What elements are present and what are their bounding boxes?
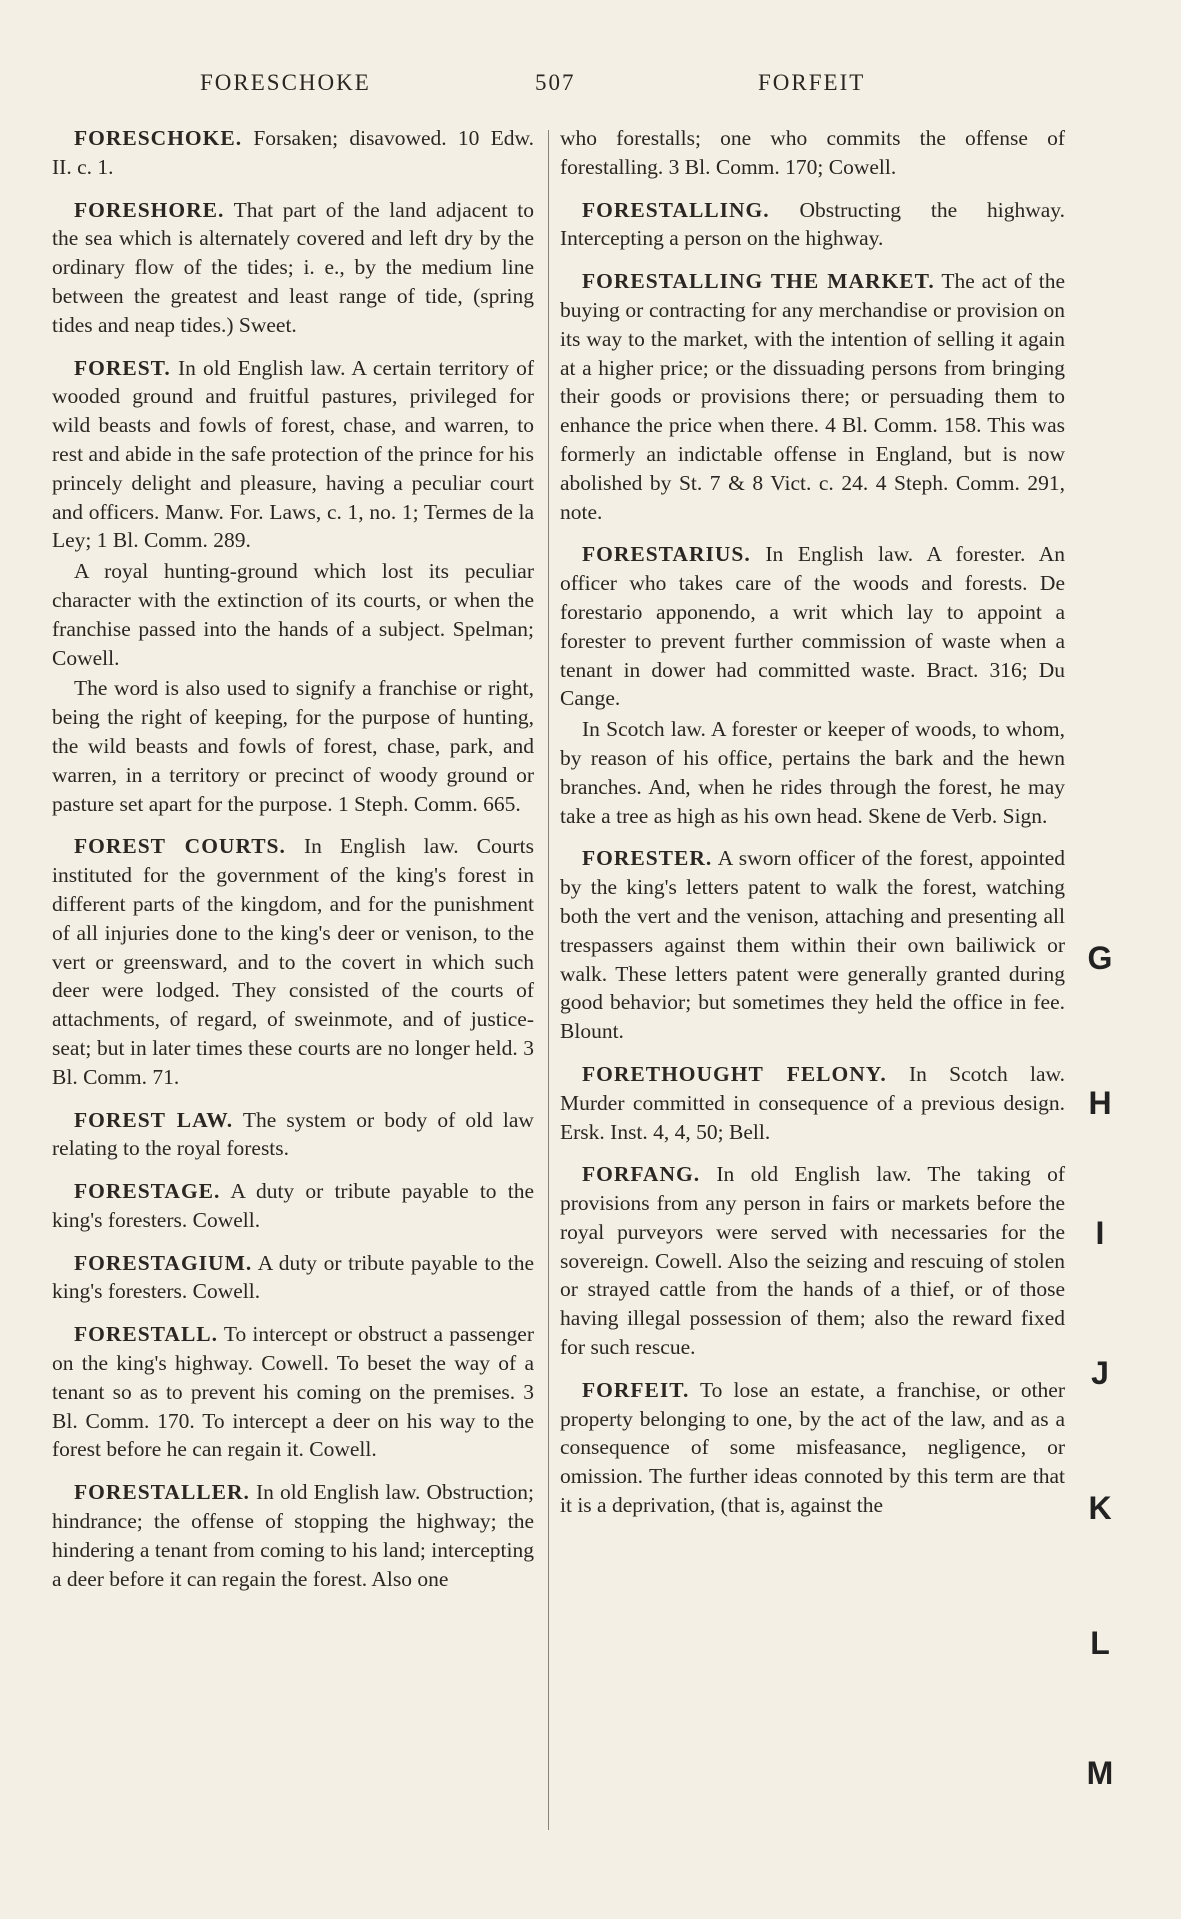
- headword: FORESCHOKE.: [74, 126, 243, 150]
- definition: In English law. A forester. An officer who takes care of the woods and forests. De forestario apponendo, a writ which lay to appoint a forester to prevent further commission of waste when a tenant in dower had committed waste. Bract. 316; Du Cange.: [560, 542, 1065, 711]
- thumb-index-m[interactable]: M: [1086, 1755, 1114, 1791]
- page-number: 507: [535, 70, 576, 95]
- headword: FOREST LAW.: [74, 1107, 234, 1132]
- entry: [52, 354, 534, 556]
- definition: The system or body of old law relating to the royal forests.: [52, 1107, 534, 1161]
- definition: The word is also used to signify a franchise or right, being the right of keeping, for the purpose of hunting, the wild beasts and fowls of forest, chase, park, and warren, in a territory or precinct of woody ground or pasture set apart for the purpose. 1 Steph. Comm. 665.: [52, 676, 534, 816]
- thumb-index-j[interactable]: J: [1091, 1355, 1109, 1391]
- headword: FORESTARIUS.: [582, 542, 751, 567]
- entry: [52, 1249, 534, 1307]
- definition: To intercept or obstruct a passenger on the king's highway. Cowell. To beset the way of a tenant so as to prevent his coming on the premises. 3 Bl. Comm. 170. To intercept a deer on his way to the forest before he can regain it. Cowell.: [52, 1322, 534, 1462]
- headword: FOREST COURTS.: [74, 834, 286, 859]
- entry-continuation: [52, 557, 534, 672]
- definition: In English law. Courts instituted for the government of the king's forest in different parts of the kingdom, and for the punishment of all injuries done to the king's deer or venison, to the vert or greensward, and to the covert in which such deer were lodged. They consisted of the courts of attachments, of regard, of sweinmote, and of justice-seat; but in later times these courts are no longer held. 3 Bl. Comm. 71.: [52, 834, 535, 1089]
- entry: [52, 124, 534, 182]
- column-divider: [548, 130, 549, 1830]
- entry: [560, 196, 1065, 254]
- headword: FORFEIT.: [582, 1377, 690, 1402]
- definition: In old English law. The taking of provisions from any person in fairs or markets before the royal purveyors were served with necessaries for the sovereign. Cowell. Also the seizing and rescuing of stolen or strayed cattle from the hands of a thief, or of those having illegal possession of them; also the reward fixed for such rescue.: [560, 1162, 1065, 1360]
- headword: FORFANG.: [582, 1162, 701, 1187]
- entry: [52, 1320, 534, 1464]
- entry: [560, 1060, 1065, 1146]
- definition: The act of the buying or contracting for any merchandise or provision on its way to the market, with the intention of selling it again at a higher price; or the dissuading persons from bringing their goods or provisions there; or persuading them to enhance the price when there. 4 Bl. Comm. 158. This was formerly an indictable offense in England, but is now abolished by St. 7 & 8 Vict. c. 24. 4 Steph. Comm. 291, note.: [560, 269, 1065, 524]
- thumb-index-g[interactable]: G: [1087, 940, 1113, 976]
- definition: A duty or tribute payable to the king's foresters. Cowell.: [52, 1179, 534, 1232]
- thumb-index-k[interactable]: K: [1088, 1490, 1112, 1526]
- headword: FORESTALLING THE MARKET.: [582, 269, 935, 294]
- entry: [52, 196, 534, 340]
- definition: In Scotch law. Murder committed in consequence of a previous design. Ersk. Inst. 4, 4, 50; Bell.: [560, 1061, 1066, 1144]
- headword: FORESTALLER.: [74, 1480, 250, 1505]
- entry: [560, 1160, 1065, 1362]
- headword: FORESTALLING.: [582, 197, 770, 222]
- headword: FORESTER.: [582, 846, 713, 871]
- entry: [560, 844, 1065, 1046]
- running-head-left: FORESCHOKE: [200, 70, 371, 95]
- headword: FORESTAGE.: [74, 1179, 221, 1204]
- headword: FOREST.: [74, 355, 171, 380]
- entry-continuation: [560, 715, 1065, 830]
- entry-continuation: [560, 124, 1065, 182]
- definition: To lose an estate, a franchise, or other property belonging to one, by the act of the law, and as a consequence of some misfeasance, negligence, or omission. The further ideas connoted by this term are that it is a deprivation, (that is, against the: [560, 1377, 1065, 1518]
- entry: [560, 540, 1065, 713]
- running-head-right: FORFEIT: [758, 70, 866, 95]
- entry: [52, 1106, 534, 1164]
- entry: [560, 1376, 1065, 1520]
- thumb-index-h[interactable]: H: [1088, 1085, 1112, 1121]
- definition: In old English law. A certain territory of wooded ground and fruitful pastures, privileged for wild beasts and fowls of forest, chase, and warren, to rest and abide in the safe protection of the prince for his princely delight and pleasure, having a peculiar court and officers. Manw. For. Laws, c. 1, no. 1; Termes de la Ley; 1 Bl. Comm. 289.: [52, 355, 535, 553]
- entry: [52, 1177, 534, 1235]
- definition: That part of the land adjacent to the sea which is alternately covered and left dry by the ordinary flow of the tides; i. e., by the medium line between the greatest and least range of tide, (spring tides and neap tides.) Sweet.: [52, 197, 534, 337]
- headword: FORETHOUGHT FELONY.: [582, 1061, 887, 1086]
- right-column: [560, 124, 1065, 1534]
- definition: In old English law. Obstruction; hindrance; the offense of stopping the highway; the hindering a tenant from coming to his land; intercepting a deer before it can regain the forest. Also one: [52, 1480, 535, 1591]
- thumb-index-i[interactable]: I: [1095, 1215, 1105, 1251]
- entry: [52, 1478, 534, 1593]
- definition: Obstructing the highway. Intercepting a person on the highway.: [560, 197, 1065, 251]
- definition: Forsaken; disavowed. 10 Edw. II. c. 1.: [52, 126, 535, 179]
- entry: [560, 267, 1065, 526]
- headword: FORESHORE.: [74, 197, 225, 222]
- entry-continuation: [52, 674, 534, 818]
- left-column: [52, 124, 534, 1607]
- definition: who forestalls; one who commits the offense of forestalling. 3 Bl. Comm. 170; Cowell.: [560, 126, 1065, 179]
- definition: A duty or tribute payable to the king's foresters. Cowell.: [52, 1250, 534, 1304]
- entry: [52, 832, 534, 1091]
- headword: FORESTAGIUM.: [74, 1250, 253, 1275]
- definition: In Scotch law. A forester or keeper of woods, to whom, by reason of his office, pertains the bark and the hewn branches. And, when he rides through the forest, he may take a tree as high as his own head. Skene de Verb. Sign.: [560, 717, 1065, 828]
- headword: FORESTALL.: [74, 1322, 219, 1347]
- definition: A royal hunting-ground which lost its peculiar character with the extinction of its courts, or when the franchise passed into the hands of a subject. Spelman; Cowell.: [52, 559, 534, 670]
- thumb-index-l[interactable]: L: [1090, 1625, 1110, 1661]
- definition: A sworn officer of the forest, appointed by the king's letters patent to walk the forest, watching both the vert and the venison, attaching and presenting all trespassers against them within their own bailiwick or walk. These letters patent were generally granted during good behavior; but sometimes they held the office in fee. Blount.: [560, 846, 1065, 1044]
